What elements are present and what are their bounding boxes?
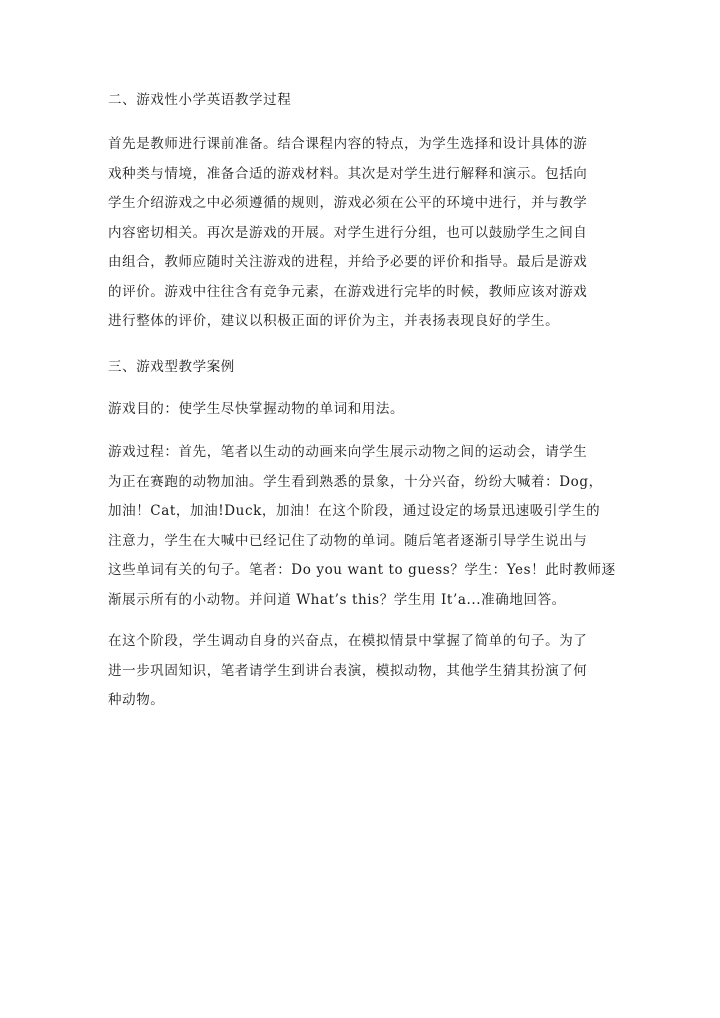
paragraph-line: 戏种类与情境，准备合适的游戏材料。其次是对学生进行解释和演示。包括向 [108,165,588,182]
paragraph-teaching-process [108,130,618,337]
paragraph-line: 的评价。游戏中往往含有竞争元素，在游戏进行完毕的时候，教师应该对游戏 [108,283,588,300]
paragraph-line: 在这个阶段，学生调动自身的兴奋点，在模拟情景中掌握了简单的句子。为了 [108,633,588,649]
document-body [108,86,618,716]
paragraph-closing [108,627,618,716]
paragraph-line: 加油！Cat，加油!Duck，加油！在这个阶段，通过设定的场景迅速吸引学生的 [108,503,601,519]
section-heading-teaching-case: 三、游戏型教学案例 [108,358,235,375]
paragraph-line: 学生介绍游戏之中必须遵循的规则，游戏必须在公平的环境中进行，并与教学 [108,195,588,211]
paragraph-line: 游戏目的：使学生尽快掌握动物的单词和用法。 [108,400,405,417]
paragraph-game-process [108,438,618,615]
paragraph-line: 种动物。 [108,692,165,708]
paragraph-game-goal [108,395,618,425]
section-heading-teaching-process: 二、游戏性小学英语教学过程 [108,92,292,108]
paragraph-line: 由组合，教师应随时关注游戏的进程，并给予必要的评价和指导。最后是游戏 [108,254,588,270]
paragraph-line: 这些单词有关的句子。笔者：Do you want to guess？学生：Yes！此时教师逐 [108,562,616,578]
paragraph-line: 游戏过程：首先，笔者以生动的动画来向学生展示动物之间的运动会，请学生 [108,444,588,460]
paragraph-line: 内容密切相关。再次是游戏的开展。对学生进行分组，也可以鼓励学生之间自 [108,224,588,241]
paragraph-line: 首先是教师进行课前准备。结合课程内容的特点，为学生选择和设计具体的游 [108,136,588,152]
paragraph-line: 进行整体的评价，建议以积极正面的评价为主，并表扬表现良好的学生。 [108,313,560,329]
paragraph-line: 渐展示所有的小动物。并问道 What’s this？学生用 It’a...准确地回答。 [108,591,566,608]
paragraph-line: 进一步巩固知识，笔者请学生到讲台表演，模拟动物，其他学生猜其扮演了何 [108,662,588,679]
paragraph-line: 为正在赛跑的动物加油。学生看到熟悉的景象，十分兴奋，纷纷大喊着：Dog， [108,473,603,490]
paragraph-line: 注意力，学生在大喊中已经记住了动物的单词。随后笔者逐渐引导学生说出与 [108,532,588,549]
